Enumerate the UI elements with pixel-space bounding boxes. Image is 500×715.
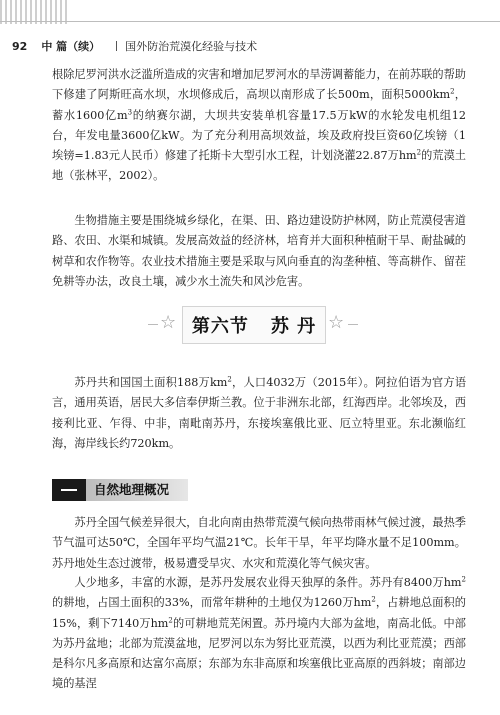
section-title-box xyxy=(182,306,326,344)
paragraph-land-resources xyxy=(52,573,466,695)
paragraph-sudan-overview xyxy=(52,373,466,454)
p3-text-1: 苏丹共和国国土面积188万km xyxy=(74,376,228,389)
page-header xyxy=(0,0,500,58)
paragraph-climate: 苏丹全国气候差异很大，自北向南由热带荒漠气候向热带雨林气候过渡，最热季节气温可达50℃，全国年平均气温21℃。长年干旱，年平均降水量不足100mm。苏丹地处生态过渡带，极易遭受旱灾、水灾和荒漠化等气候灾害。 xyxy=(52,516,466,570)
p1-text-1: 根除尼罗河洪水泛滥所造成的灾害和增加尼罗河水的旱涝调蓄能力，在前苏联的帮助下修建了阿斯旺高水坝，水坝修成后，高坝以南形成了长500m，面积5000km xyxy=(52,68,466,102)
p5-sup-3: 2 xyxy=(168,615,173,624)
p5-sup-2: 2 xyxy=(371,595,376,604)
chapter-label: 中 篇（续） xyxy=(41,40,101,53)
p5-sup-1: 2 xyxy=(461,575,466,584)
section-title xyxy=(148,306,358,344)
section-rule-left xyxy=(148,324,158,325)
star-icon: ☆ xyxy=(328,312,345,333)
p5-text-4: 的可耕地荒芜闲置。苏丹境内大部为盆地，南高北低。中部为苏丹盆地；北部为荒漠盆地，尼罗河以东为努比亚荒漠，以西为利比亚荒漠；西部是科尔凡多高原和达富尔高原；东部为东非高原和埃塞俄比亚高原的西斜坡；南部边境的基涅 xyxy=(52,616,466,691)
running-head xyxy=(12,38,257,54)
page-number: 92 xyxy=(12,40,28,53)
p3-text-2: ，人口4032万（2015年）。阿拉伯语为官方语言，通用英语，居民大多信奉伊斯兰教。位于非洲东北部，红海西岸。北邻埃及，西接利比亚、乍得、中非，南毗南苏丹，东接埃塞俄比亚、厄立特里亚。东北濒临红海，海岸线长约720km。 xyxy=(52,376,467,450)
p3-sup-1: 2 xyxy=(227,375,232,384)
p1-sup-2: 3 xyxy=(127,107,133,116)
paragraph-biological-measures: 生物措施主要是围绕城乡绿化，在渠、田、路边建设防护林网，防止荒漠侵害道路、农田、水渠和城镇。发展高效益的经济林，培育并大面积种植耐干旱、耐盐碱的树草和农作物等。农业技术措施主要是采取与风向垂直的沟垄种植、等高耕作、留茬免耕等办法，改良土壤，减少水土流失和风沙危害。 xyxy=(52,214,466,288)
header-separator xyxy=(116,41,117,51)
header-rule xyxy=(0,21,500,22)
section-country: 苏 丹 xyxy=(270,316,317,337)
p5-text-2: 的耕地，占国土面积的33%，而常年耕种的土地仅为1260万hm xyxy=(52,596,372,610)
p1-sup-1: 2 xyxy=(450,87,455,96)
book-title: 国外防治荒漠化经验与技术 xyxy=(125,40,258,53)
p5-text-1: 人少地多，丰富的水源，是苏丹发展农业得天独厚的条件。苏丹有8400万hm xyxy=(74,576,462,589)
section-rule-right xyxy=(348,324,358,325)
section-number: 第六节 xyxy=(191,316,249,337)
p1-text-3: 的纳赛尔湖，大坝共安装单机容量17.5万kW的水轮发电机组12台，年发电量3600亿kW。为了充分利用高坝效益，埃及政府投巨资60亿埃镑（1埃镑=1.83元人民币）修建了托斯卡大型引水工程，计划浇灌22.87万hm xyxy=(52,108,466,163)
subheading xyxy=(52,479,188,501)
p1-text-2: ，蓄水1600亿m xyxy=(52,88,466,122)
p1-text-4: 的荒漠土地（张林平，2002）。 xyxy=(52,149,466,183)
p1-sup-3: 2 xyxy=(416,148,422,157)
section-heading xyxy=(192,312,316,338)
star-icon: ☆ xyxy=(160,312,177,333)
subheading-title: 自然地理概况 xyxy=(86,479,188,501)
paragraph-aswan-dam xyxy=(52,65,466,187)
subheading-number-block xyxy=(52,479,86,501)
p5-text-3: ，占耕地总面积的15%，剩下7140万hm xyxy=(52,596,466,630)
